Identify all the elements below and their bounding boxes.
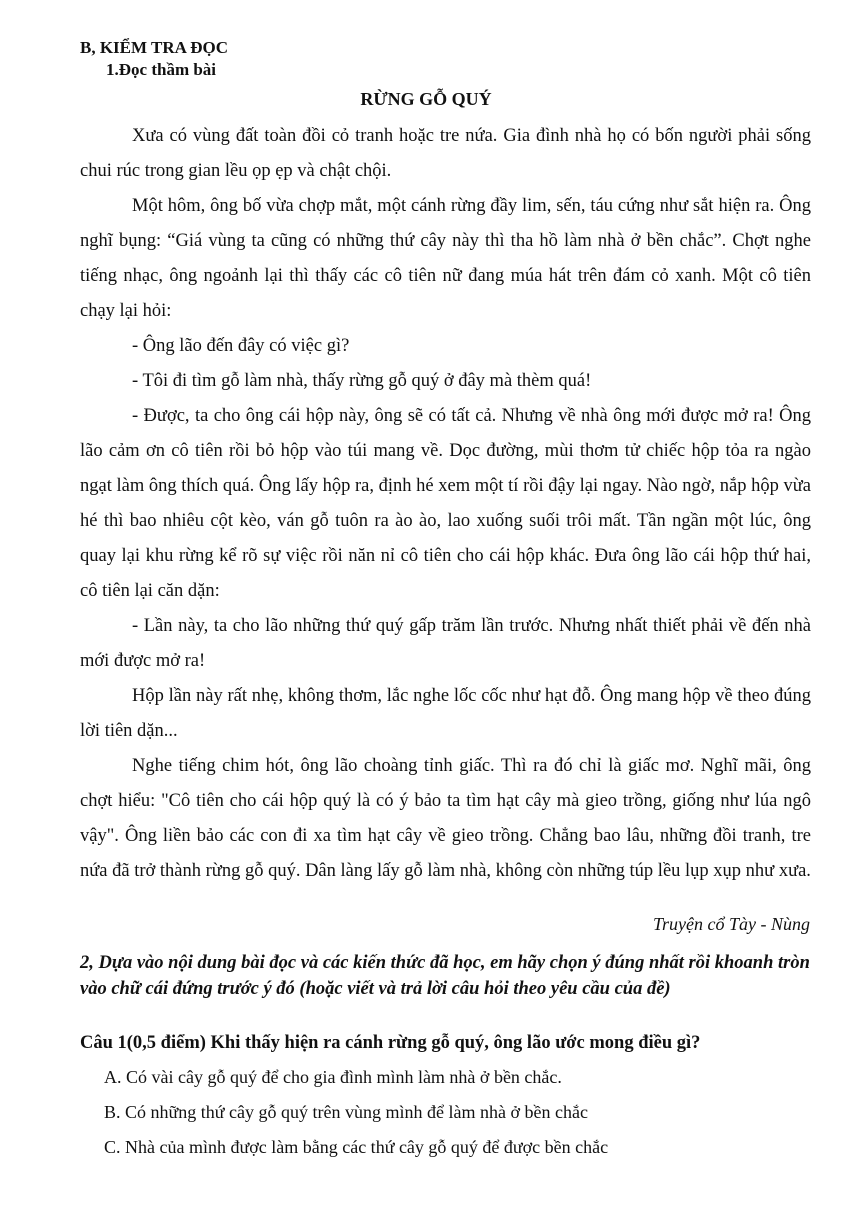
answer-option-b: B. Có những thứ cây gỗ quý trên vùng mình để làm nhà ở bền chắc [104,1102,588,1122]
story-paragraph: Hộp lần này rất nhẹ, không thơm, lắc nghe lốc cốc như hạt đỗ. Ông mang hộp về theo đúng lời tiên dặn... [80,686,811,741]
exercise-instruction: 2, Dựa vào nội dung bài đọc và các kiến thức đã học, em hãy chọn ý đúng nhất rồi khoanh tròn vào chữ cái đứng trước ý đó (hoặc viết và trả lời câu hỏi theo yêu cầu của đề) [80,953,810,999]
story-body [80,119,811,889]
story-source: Truyện cổ Tày - Nùng [653,914,810,934]
question-1: Câu 1(0,5 điểm) Khi thấy hiện ra cánh rừng gỗ quý, ông lão ước mong điều gì? [80,1033,701,1053]
dialogue-line: - Lần này, ta cho lão những thứ quý gấp trăm lần trước. Nhưng nhất thiết phải về đến nhà mới được mở ra! [80,616,811,671]
dialogue-line: - Tôi đi tìm gỗ làm nhà, thấy rừng gỗ quý ở đây mà thèm quá! [132,371,592,391]
section-heading: B, KIỂM TRA ĐỌC [80,38,228,57]
dialogue-line: - Ông lão đến đây có việc gì? [132,336,350,356]
answer-option-c: C. Nhà của mình được làm bằng các thứ cây gỗ quý để được bền chắc [104,1137,609,1157]
answer-option-a: A. Có vài cây gỗ quý để cho gia đình mình làm nhà ở bền chắc. [104,1067,562,1087]
reading-subheading: 1.Đọc thầm bài [106,60,217,79]
story-paragraph: Nghe tiếng chim hót, ông lão choàng tỉnh giấc. Thì ra đó chỉ là giấc mơ. Nghĩ mãi, ông chợt hiểu: "Cô tiên cho cái hộp quý là có ý bảo ta tìm hạt cây mà gieo trồng, giống như lúa ngô vậy". Ông liền bảo các con đi xa tìm hạt cây về gieo trồng. Chẳng bao lâu, những đồi tranh, tre nứa đã trở thành rừng gỗ quý. Dân làng lấy gỗ làm nhà, không còn những túp lều lụp xụp như xưa. [80,756,811,881]
story-paragraph: Xưa có vùng đất toàn đồi cỏ tranh hoặc tre nứa. Gia đình nhà họ có bốn người phải sống chui rúc trong gian lều ọp ẹp và chật chội. [80,126,811,181]
story-paragraph: Một hôm, ông bố vừa chợp mắt, một cánh rừng đầy lim, sến, táu cứng như sắt hiện ra. Ông nghĩ bụng: “Giá vùng ta cũng có những thứ cây này thì tha hồ làm nhà ở bền chắc”. Chợt nghe tiếng nhạc, ông ngoảnh lại thì thấy các cô tiên nữ đang múa hát trên đám cỏ xanh. Một cô tiên chạy lại hỏi: [80,196,811,321]
story-title: RỪNG GỖ QUÝ [360,89,492,109]
dialogue-line: - Được, ta cho ông cái hộp này, ông sẽ có tất cả. Nhưng về nhà ông mới được mở ra! Ông lão cảm ơn cô tiên rồi bỏ hộp vào túi mang về. Dọc đường, mùi thơm tử chiếc hộp tỏa ra ngào ngạt làm ông thích quá. Ông lấy hộp ra, định hé xem một tí rồi đậy lại ngay. Nào ngờ, nắp hộp vừa hé thì bao nhiêu cột kèo, ván gỗ tuôn ra ào ào, lao xuống suối trôi mất. Tần ngần một lúc, ông quay lại khu rừng kể rõ sự việc rồi năn nỉ cô tiên cho cái hộp khác. Đưa ông lão cái hộp thứ hai, cô tiên lại căn dặn: [80,406,811,601]
